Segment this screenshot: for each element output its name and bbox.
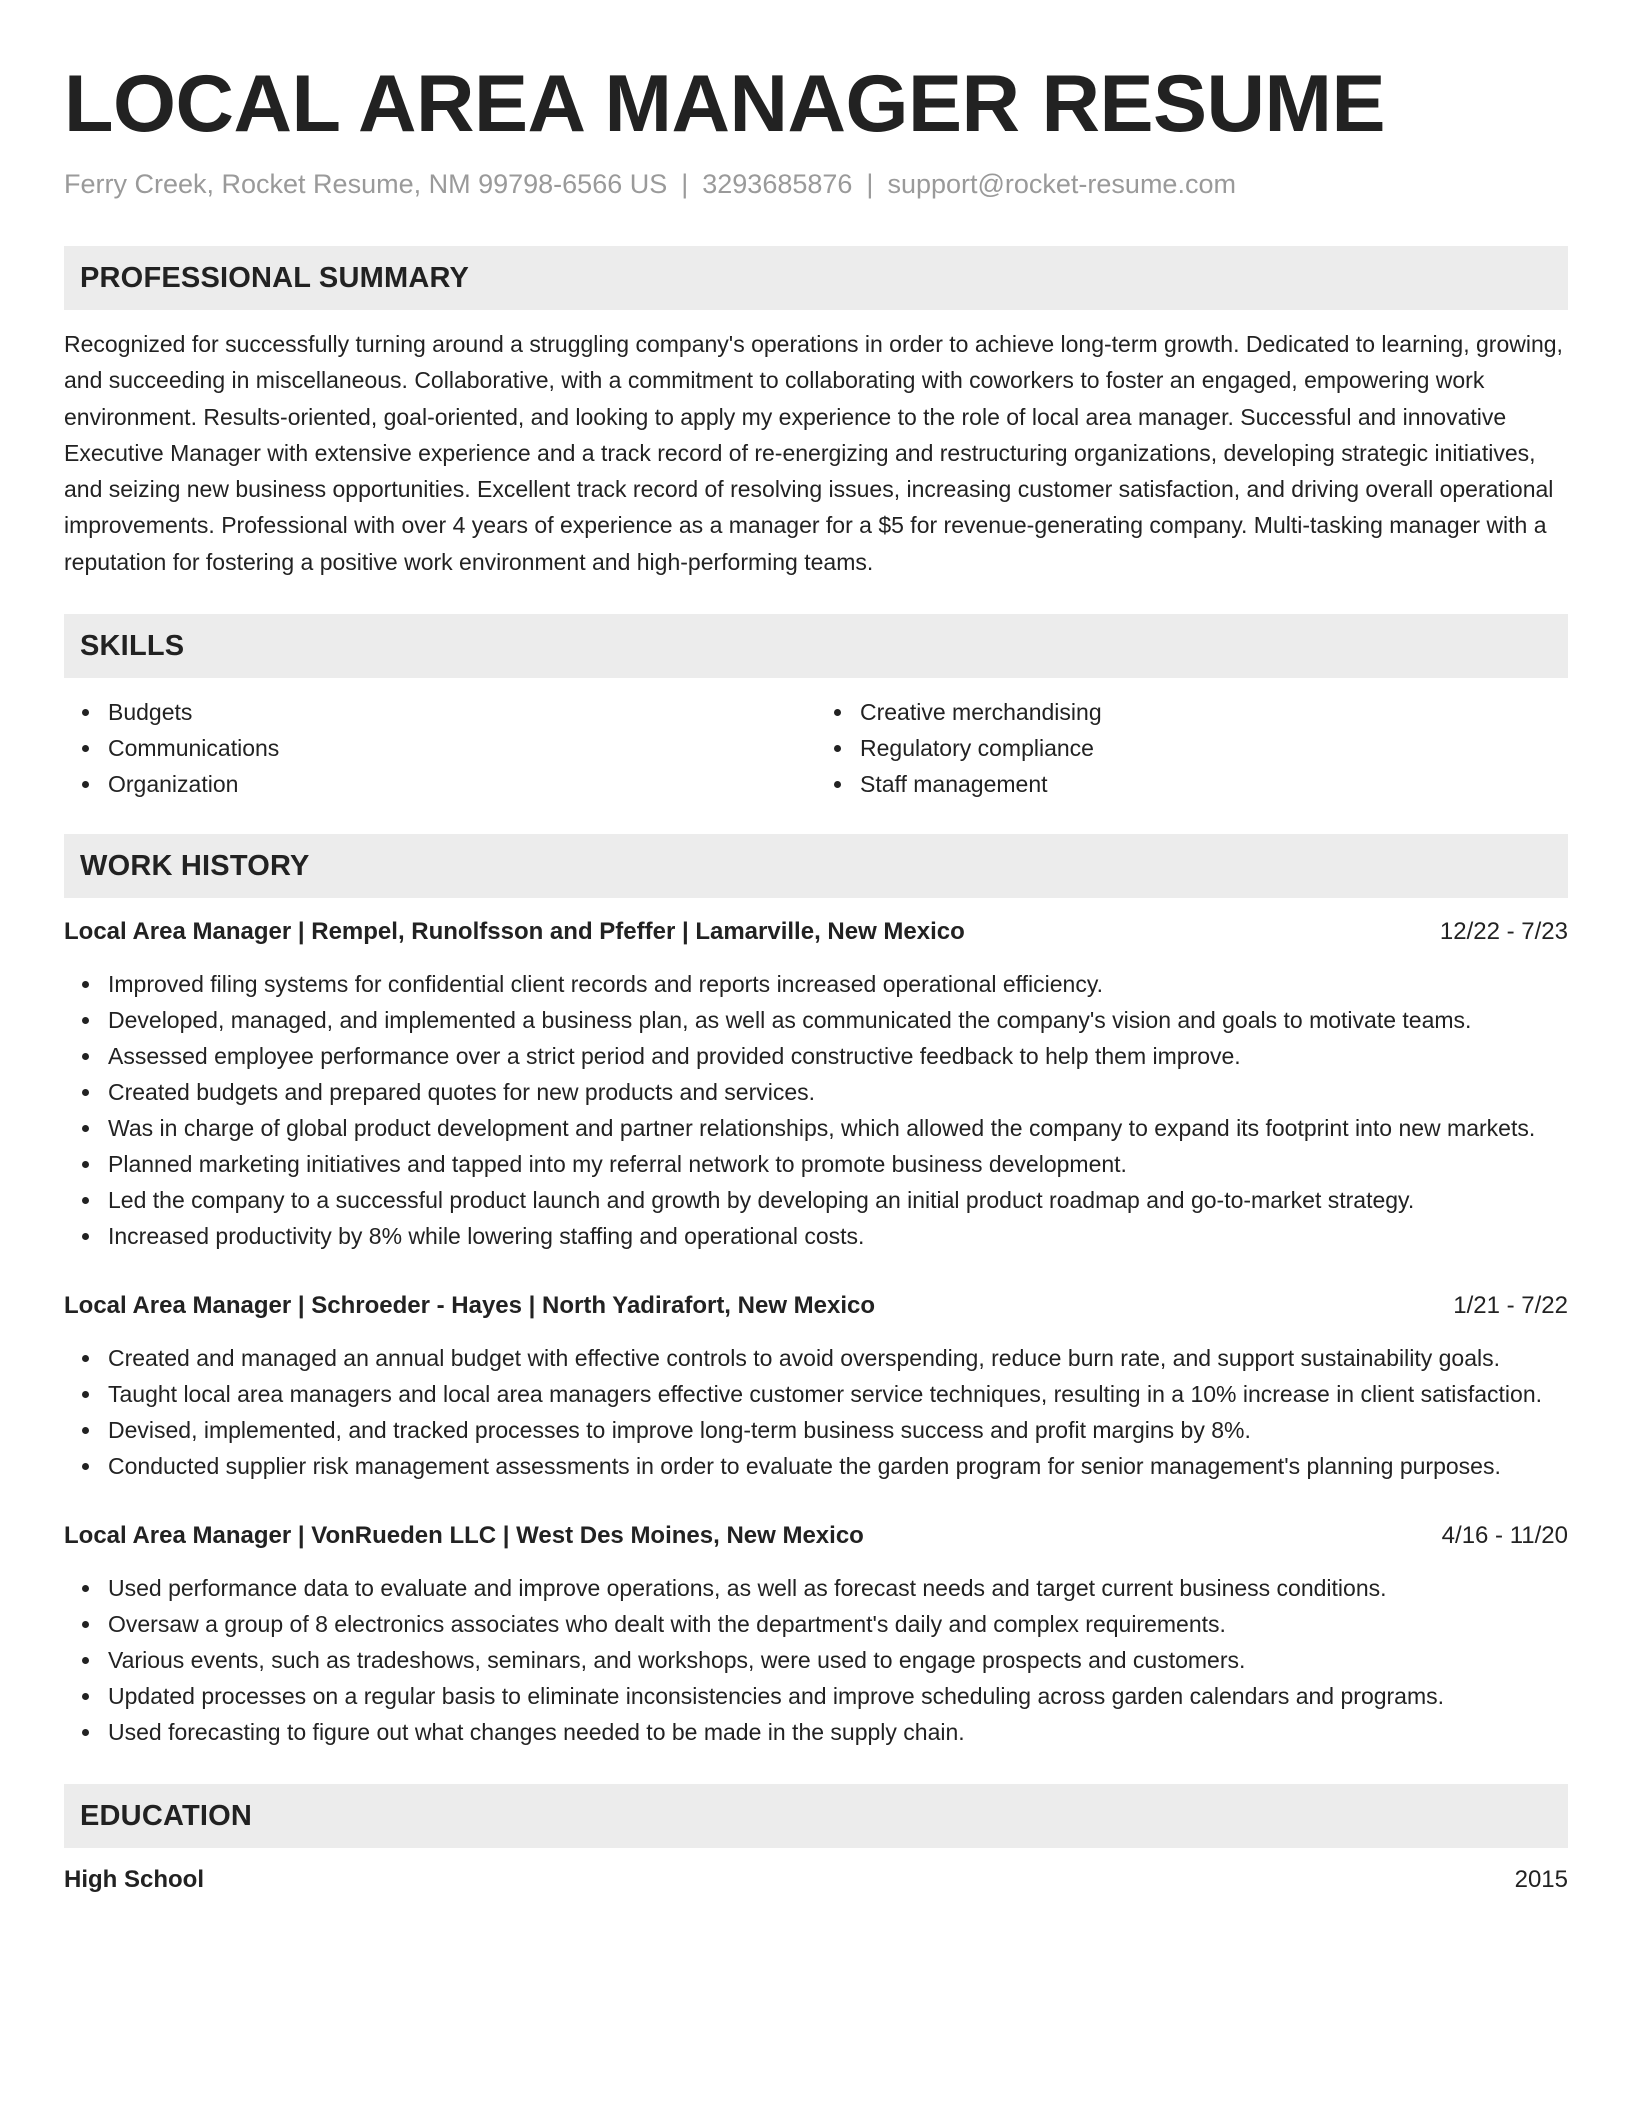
education-degree: High School (64, 1866, 204, 1894)
job-date: 12/22 - 7/23 (1439, 918, 1568, 946)
job-bullet: Oversaw a group of 8 electronics associates who dealt with the department's daily and complex requirements. (108, 1606, 1568, 1642)
skills-column-left (64, 694, 816, 802)
job-bullet: Devised, implemented, and tracked processes to improve long-term business success and profit margins by 8%. (108, 1412, 1568, 1448)
summary-heading: PROFESSIONAL SUMMARY (64, 246, 1568, 310)
job-bullet: Assessed employee performance over a strict period and provided constructive feedback to help them improve. (108, 1038, 1568, 1074)
job-bullet: Led the company to a successful product launch and growth by developing an initial product roadmap and go-to-market strategy. (108, 1182, 1568, 1218)
contact-email: support@rocket-resume.com (887, 169, 1236, 199)
job-date: 1/21 - 7/22 (1453, 1292, 1568, 1320)
job-bullet: Taught local area managers and local area managers effective customer service techniques, resulting in a 10% increase in client satisfaction. (108, 1376, 1568, 1412)
contact-phone: 3293685876 (702, 169, 853, 199)
job-header (64, 1518, 1568, 1554)
job-title: Local Area Manager | Rempel, Runolfsson and Pfeffer | Lamarville, New Mexico (64, 918, 965, 946)
job-bullet: Created budgets and prepared quotes for new products and services. (108, 1074, 1568, 1110)
job-bullets (64, 966, 1568, 1254)
job-bullets (64, 1570, 1568, 1750)
job-bullet: Used performance data to evaluate and improve operations, as well as forecast needs and target current business conditions. (108, 1570, 1568, 1606)
job-bullet: Planned marketing initiatives and tapped into my referral network to promote business development. (108, 1146, 1568, 1182)
job-bullet: Developed, managed, and implemented a business plan, as well as communicated the company's vision and goals to motivate teams. (108, 1002, 1568, 1038)
education-heading: EDUCATION (64, 1784, 1568, 1848)
skill-item: Budgets (108, 694, 816, 730)
resume-page (64, 0, 1568, 1898)
job-bullet: Improved filing systems for confidential client records and reports increased operational efficiency. (108, 966, 1568, 1002)
contact-line (64, 166, 1568, 202)
job-date: 4/16 - 11/20 (1441, 1522, 1568, 1550)
work-history-heading: WORK HISTORY (64, 834, 1568, 898)
skill-item: Regulatory compliance (860, 730, 1568, 766)
skill-item: Communications (108, 730, 816, 766)
skill-item: Organization (108, 766, 816, 802)
job-bullet: Was in charge of global product development and partner relationships, which allowed the company to expand its footprint into new markets. (108, 1110, 1568, 1146)
job-bullet: Conducted supplier risk management assessments in order to evaluate the garden program for senior management's planning purposes. (108, 1448, 1568, 1484)
contact-separator: | (681, 169, 689, 199)
skills-heading: SKILLS (64, 614, 1568, 678)
skill-item: Staff management (860, 766, 1568, 802)
job-title: Local Area Manager | VonRueden LLC | West Des Moines, New Mexico (64, 1522, 864, 1550)
contact-separator: | (866, 169, 874, 199)
education-year: 2015 (1514, 1866, 1568, 1894)
job-header (64, 914, 1568, 950)
education-entry (64, 1862, 1568, 1898)
job-bullet: Used forecasting to figure out what changes needed to be made in the supply chain. (108, 1714, 1568, 1750)
job-header (64, 1288, 1568, 1324)
job-bullet: Updated processes on a regular basis to eliminate inconsistencies and improve scheduling across garden calendars and programs. (108, 1678, 1568, 1714)
job-bullet: Increased productivity by 8% while lowering staffing and operational costs. (108, 1218, 1568, 1254)
contact-address: Ferry Creek, Rocket Resume, NM 99798-6566 US (64, 169, 668, 199)
skills-column-right (816, 694, 1568, 802)
job-bullet: Various events, such as tradeshows, seminars, and workshops, were used to engage prospects and customers. (108, 1642, 1568, 1678)
job-title: Local Area Manager | Schroeder - Hayes | North Yadirafort, New Mexico (64, 1292, 876, 1320)
job-bullet: Created and managed an annual budget with effective controls to avoid overspending, reduce burn rate, and support sustainability goals. (108, 1340, 1568, 1376)
job-bullets (64, 1340, 1568, 1484)
resume-title: LOCAL AREA MANAGER RESUME (64, 59, 1386, 149)
skills-list (64, 694, 1568, 802)
skill-item: Creative merchandising (860, 694, 1568, 730)
summary-text: Recognized for successfully turning around a struggling company's operations in order to achieve long-term growth. Dedicated to learning, growing, and succeeding in miscellaneous. Collaborative, with a commitment to collaborating with coworkers to foster an engaged, empowering work environment. Results-oriented, goal-oriented, and looking to apply my experience to the role of local area manager. Successful and innovative Executive Manager with extensive experience and a track record of re-energizing and restructuring organizations, developing strategic initiatives, and seizing new business opportunities. Excellent track record of resolving issues, increasing customer satisfaction, and driving overall operational improvements. Professional with over 4 years of experience as a manager for a $5 for revenue-generating company. Multi-tasking manager with a reputation for fostering a positive work environment and high-performing teams. (64, 331, 1563, 575)
